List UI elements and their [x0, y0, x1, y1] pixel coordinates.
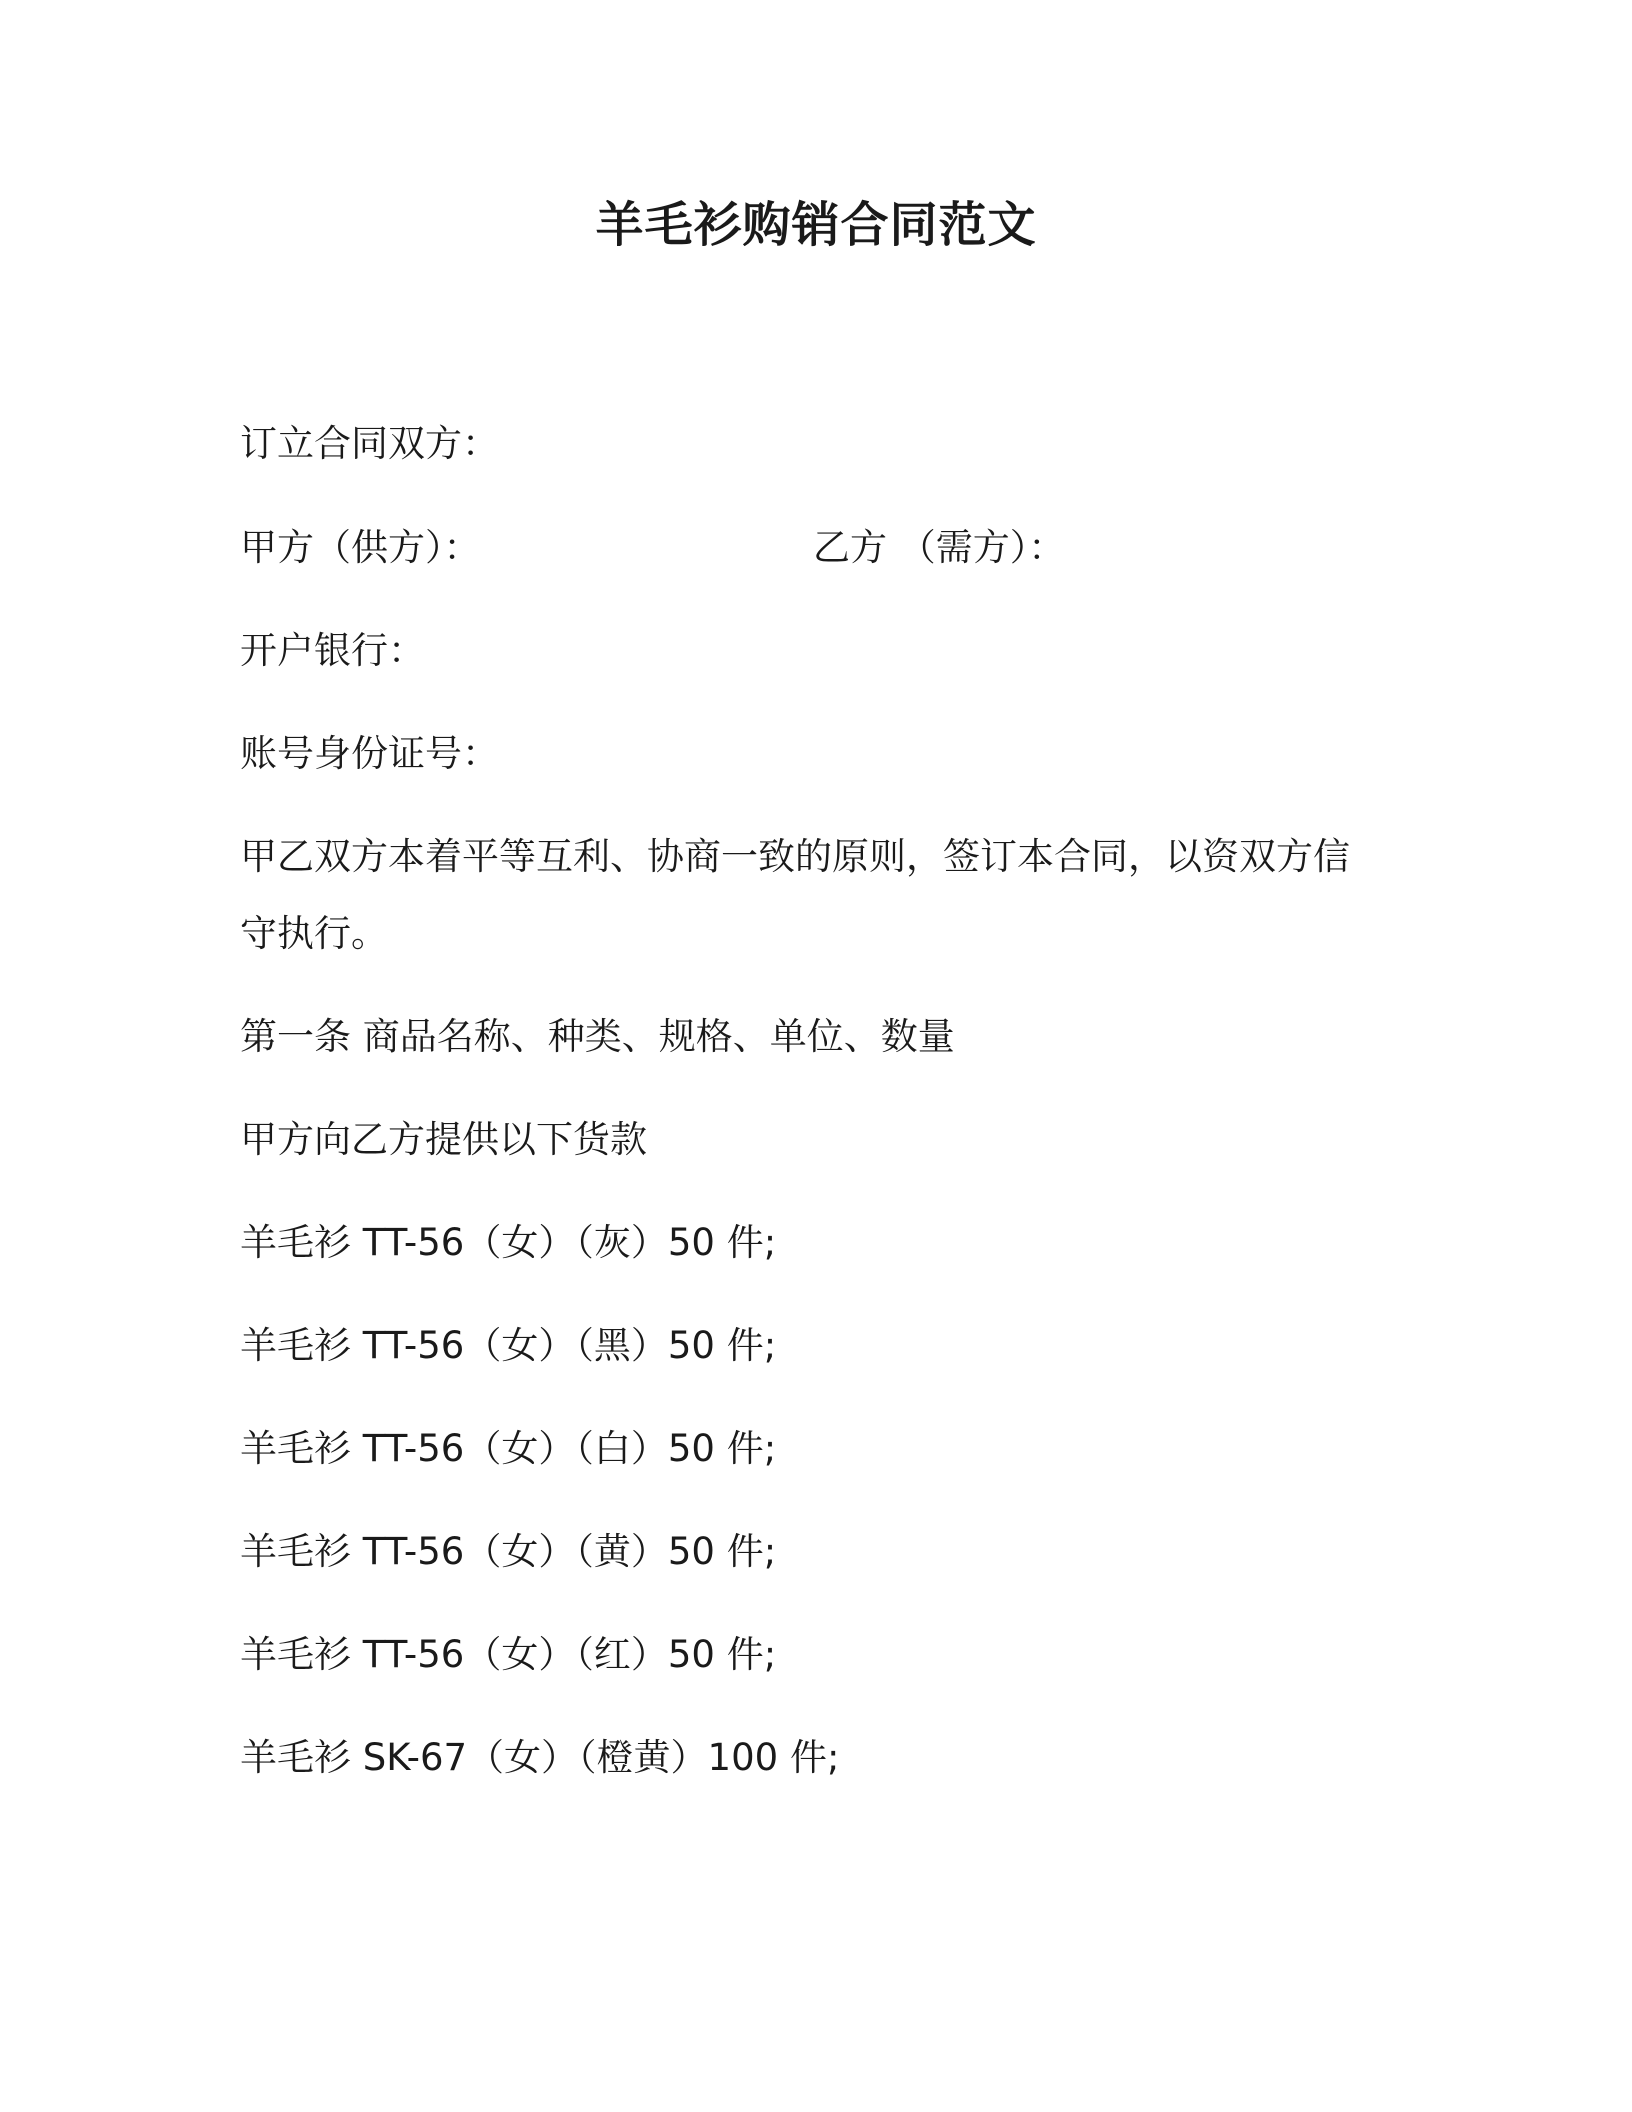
account-id-label: 账号身份证号： — [240, 732, 499, 775]
article-1-intro: 甲方向乙方提供以下货款 — [240, 1118, 647, 1161]
item-line: 羊毛衫 TT-56（女）（黄）50 件; — [240, 1530, 777, 1573]
document-title: 羊毛衫购销合同范文 — [595, 197, 1037, 253]
item-line: 羊毛衫 TT-56（女）（红）50 件; — [240, 1633, 777, 1676]
item-line: 羊毛衫 SK-67（女）（橙黄）100 件; — [240, 1736, 840, 1779]
party-a-label: 甲方（供方）： — [240, 526, 481, 569]
bank-label: 开户银行： — [240, 629, 425, 672]
item-line: 羊毛衫 TT-56（女）（灰）50 件; — [240, 1221, 777, 1264]
party-b-label: 乙方 （需方）： — [813, 526, 1066, 569]
article-1-title: 第一条 商品名称、种类、规格、单位、数量 — [240, 1015, 955, 1058]
parties-heading: 订立合同双方： — [240, 422, 499, 465]
item-line: 羊毛衫 TT-56（女）（黑）50 件; — [240, 1324, 777, 1367]
item-line: 羊毛衫 TT-56（女）（白）50 件; — [240, 1427, 777, 1470]
principle-paragraph: 甲乙双方本着平等互利、协商一致的原则，签订本合同，以资双方信守执行。 — [240, 835, 1350, 955]
